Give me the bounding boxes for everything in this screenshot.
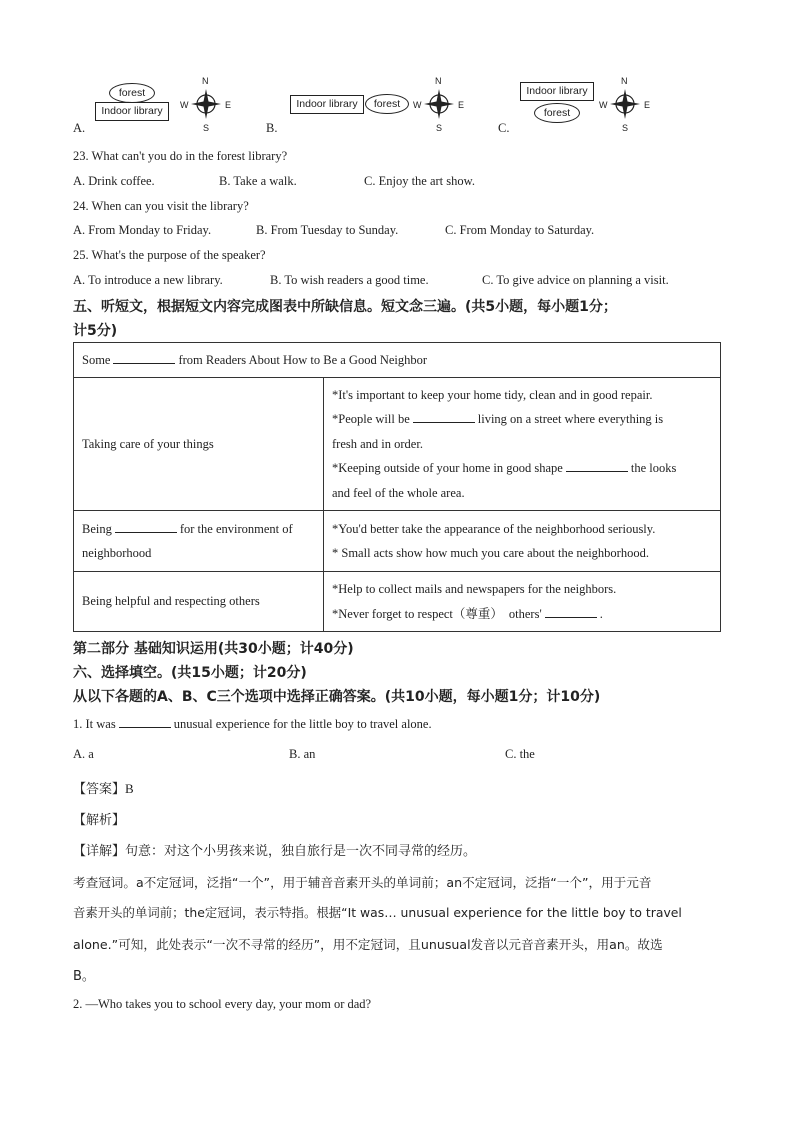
table-row: [74, 511, 721, 572]
q23-option-a: A. Drink coffee.: [73, 174, 155, 188]
row3-line1: *Help to collect mails and newspapers for the neighbors.: [332, 582, 617, 596]
map-c: [517, 73, 667, 135]
row2-label-post: for the environment of: [179, 521, 293, 536]
q23-question: 23. What can't you do in the forest library?: [73, 149, 288, 163]
svg-text:W: W: [413, 100, 422, 110]
q1-pre: 1. It was: [73, 717, 116, 731]
row1-line1: *It's important to keep your home tidy, clean and in good repair.: [332, 387, 653, 402]
option-c-label: C.: [498, 121, 510, 135]
map-a: [92, 75, 242, 135]
svg-text:W: W: [599, 100, 608, 110]
part2-heading: 第二部分 基础知识运用(共30小题；计40分): [73, 641, 354, 657]
blank-5[interactable]: [545, 606, 597, 618]
row1-label-cell: [74, 378, 324, 511]
row1-line4: [332, 456, 712, 481]
table-title-pre: Some: [82, 353, 111, 367]
q1-option-c: C. the: [505, 747, 535, 761]
svg-text:N: N: [621, 76, 628, 86]
row2-label-pre: Being: [82, 521, 112, 536]
q1-question: [73, 716, 432, 732]
detail-line4: alone.”可知，此处表示“一次不寻常的经历”，用不定冠词，且unusual发音以元音音素开头，用an。故选: [73, 937, 663, 952]
analysis-label: 【解析】: [73, 813, 126, 828]
blank-4[interactable]: [115, 521, 177, 533]
row1-line2-post: living on a street where everything is: [477, 412, 664, 427]
option-b-label: B.: [266, 121, 278, 135]
compass-icon: [178, 75, 234, 133]
q23-option-c: C. Enjoy the art show.: [364, 174, 475, 188]
answer-label: 【答案】: [73, 782, 126, 797]
detail-line3: 音素开头的单词前；the定冠词，表示特指。根据“It was… unusual experience for the little boy to travel: [73, 905, 682, 920]
indoor-library-box: Indoor library: [290, 95, 364, 114]
svg-text:E: E: [644, 100, 651, 110]
forest-ellipse: forest: [365, 94, 409, 114]
row3-content-cell: [324, 572, 721, 632]
q1-option-b: B. an: [289, 747, 316, 761]
row2-line1: *You'd better take the appearance of the neighborhood seriously.: [332, 521, 656, 536]
q23-option-b: B. Take a walk.: [219, 174, 297, 188]
indoor-library-box: Indoor library: [520, 82, 594, 101]
svg-text:S: S: [203, 123, 210, 133]
map-b: [285, 75, 475, 135]
q24-option-c: C. From Monday to Saturday.: [445, 223, 595, 237]
info-table: [73, 342, 721, 632]
q1-option-a: A. a: [73, 747, 94, 761]
row2-content-cell: [324, 511, 721, 572]
compass-icon: [597, 75, 653, 133]
row2-label-line1: [82, 517, 315, 542]
q24-question: 24. When can you visit the library?: [73, 199, 249, 213]
blank-1[interactable]: [113, 352, 175, 364]
table-row: [74, 572, 721, 632]
blank-3[interactable]: [566, 460, 628, 472]
q24-option-b: B. From Tuesday to Sunday.: [256, 223, 399, 237]
section5-heading-line1: 五、听短文，根据短文内容完成图表中所缺信息。短文念三遍。(共5小题，每小题1分；: [73, 299, 617, 315]
row3-line2: *Never forget to respect（尊重） others' .: [332, 606, 603, 621]
row2-label-cell: [74, 511, 324, 572]
row1-content-cell: [324, 378, 721, 511]
row1-line2: [332, 407, 712, 432]
q25-question: 25. What's the purpose of the speaker?: [73, 248, 266, 262]
row3-label-cell: [74, 572, 324, 632]
svg-text:E: E: [458, 100, 465, 110]
row2-line2: * Small acts show how much you care about the neighborhood.: [332, 546, 649, 560]
detail-line1: [73, 840, 476, 859]
row1-line2-pre: *People will be: [332, 412, 410, 427]
q25-option-b: B. To wish readers a good time.: [270, 273, 429, 287]
table-title-row: [74, 343, 721, 378]
answer-line: [73, 778, 134, 797]
detail-line2: 考查冠词。a不定冠词，泛指“一个”，用于辅音音素开头的单词前；an不定冠词，泛指“一个”，用于元音: [73, 875, 652, 890]
row3-label: Being helpful and respecting others: [82, 594, 260, 608]
compass-icon: [411, 75, 467, 133]
svg-text:S: S: [436, 123, 443, 133]
blank-2[interactable]: [413, 411, 475, 423]
section5-heading-line2: 计5分): [73, 323, 118, 339]
svg-text:N: N: [435, 76, 442, 86]
row1-line4-pre: *Keeping outside of your home in good shape: [332, 461, 563, 476]
q2-question: 2. —Who takes you to school every day, your mom or dad?: [73, 997, 372, 1011]
row3-line2-post: others': [508, 606, 542, 621]
detail-text1: 句意：对这个小男孩来说，独自旅行是一次不同寻常的经历。: [125, 844, 477, 859]
forest-ellipse: forest: [534, 103, 580, 123]
detail-line5: B。: [73, 969, 95, 984]
svg-text:W: W: [180, 100, 189, 110]
q1-post: unusual experience for the little boy to travel alone.: [173, 717, 432, 731]
row3-line2-pre: *Never forget to respect（尊重）: [332, 606, 503, 621]
table-title-post: from Readers About How to Be a Good Neighbor: [178, 353, 428, 367]
row1-line5: and feel of the whole area.: [332, 485, 465, 500]
q25-option-c: C. To give advice on planning a visit.: [482, 273, 669, 287]
q24-option-a: A. From Monday to Friday.: [73, 223, 212, 237]
answer-value: B: [125, 781, 134, 796]
table-title-cell: [74, 343, 721, 378]
svg-text:E: E: [225, 100, 232, 110]
detail-label: 【详解】: [73, 844, 126, 859]
table-row: [74, 378, 721, 511]
indoor-library-box: Indoor library: [95, 102, 169, 121]
row1-line4-post: the looks: [630, 461, 677, 476]
forest-ellipse: forest: [109, 83, 155, 103]
row1-label: Taking care of your things: [82, 436, 214, 451]
svg-text:N: N: [202, 76, 209, 86]
row2-label-line2: neighborhood: [82, 546, 152, 560]
section6-heading: 六、选择填空。(共15小题；计20分): [73, 665, 307, 681]
q1-blank[interactable]: [119, 716, 171, 728]
svg-text:S: S: [622, 123, 629, 133]
section6-subheading: 从以下各题的A、B、C三个选项中选择正确答案。(共10小题，每小题1分；计10分): [73, 689, 601, 705]
row1-line3: fresh and in order.: [332, 436, 423, 451]
q25-option-a: A. To introduce a new library.: [73, 273, 223, 287]
option-a-label: A.: [73, 121, 86, 135]
